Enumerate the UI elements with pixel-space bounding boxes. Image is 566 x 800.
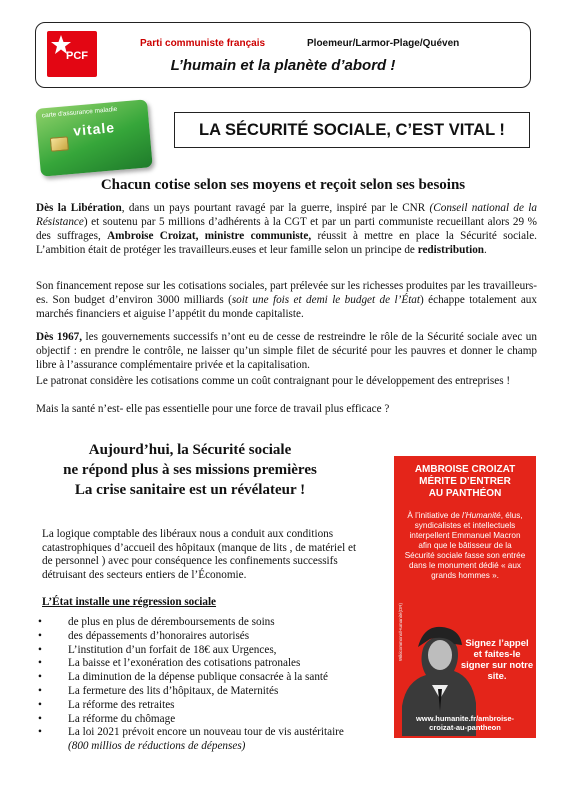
- list-note: (800 millios de réductions de dépenses): [68, 740, 246, 753]
- poster-call-to-action: Signez l’appel et faites-le signer sur notre site.: [460, 638, 534, 682]
- list-item: • La réforme des retraites: [38, 698, 175, 711]
- list-item: • de plus en plus de déremboursements de soins: [38, 616, 275, 628]
- vitale-card-image: [35, 99, 153, 177]
- poster-body: À l’initiative de l’Humanité, élus, syndicalistes et intellectuels interpellent Emmanuel Macron afin que le bâtisseur de la Sécurité sociale fasse son entrée dans le monument dédié « aux grands hommes ».: [404, 511, 526, 580]
- bullet-icon: •: [38, 698, 42, 711]
- croizat-name: Ambroise Croizat, ministre communiste,: [107, 230, 312, 242]
- list-item: • L’institution d’un forfait de 18€ aux Urgences,: [38, 643, 277, 656]
- bullet-icon: •: [38, 616, 42, 628]
- paragraph-1967: Dès 1967, les gouvernements successifs n’ont eu de cesse de restreindre le rôle de la Sécurité sociale avec un objectif : en prendre le contrôle, ne laisser qu’un simple filet de sécurité pour les pauvres et donner le champ libre à l’assurance complémentaire privée et la capitalisation.: [36, 331, 537, 371]
- list-item: • La fermeture des lits d’hôpitaux, de Maternités: [38, 684, 279, 697]
- card-top-label: carte d'assurance maladie: [41, 105, 118, 120]
- poster-url: www.humanite.fr/ambroise- croizat-au-pantheon: [415, 714, 515, 732]
- towns-label: Ploemeur/Larmor-Plage/Quéven: [307, 38, 460, 49]
- croizat-poster: [394, 456, 536, 738]
- bullet-icon: •: [38, 726, 42, 739]
- subtitle: Chacun cotise selon ses moyens et reçoit selon ses besoins: [100, 177, 466, 193]
- main-title: LA SÉCURITÉ SOCIALE, C’EST VITAL !: [174, 112, 530, 148]
- bullet-icon: •: [38, 671, 42, 684]
- poster-credit: Wikicommons/Humanité(DR): [398, 602, 403, 661]
- logo-text: PCF: [66, 50, 88, 62]
- paragraph-patronat: Le patronat considère les cotisations comme un coût contraignant pour le développement des entreprises !: [36, 375, 511, 387]
- header-box: [35, 22, 531, 88]
- paragraph-question: Mais la santé n’est- elle pas essentielle pour une force de travail plus efficace ?: [36, 403, 390, 415]
- list-heading: L’État installe une régression sociale: [42, 596, 217, 608]
- paragraph-financement: Son financement repose sur les cotisations sociales, part prélevée sur les richesses produites par les travailleurs-es. Son budget d’environ 3000 milliards (soit une fois et demi le budget de l’État) échappe totalement aux marchés financiers et aiguise l’appétit du monde capitaliste.: [36, 280, 537, 320]
- paragraph-liberation: Dès la Libération, dans un pays pourtant ravagé par la guerre, inspiré par le CNR (Conseil national de la Résistance) et soutenu par 5 millions d’adhérents à la CGT et par un parti communiste recueillant alors 29 % des suffrages, Ambroise Croizat, ministre communiste, réussit à mettre en place la Sécurité sociale. L’ambition était de protéger les travailleurs.euses et leur famille selon un principe de redistribution.: [36, 202, 537, 256]
- list-item: • La diminution de la dépense publique consacrée à la santé: [38, 671, 329, 684]
- list-item: • La réforme du chômage: [38, 712, 176, 725]
- bullet-icon: •: [38, 657, 42, 670]
- list-item: • La loi 2021 prévoit encore un nouveau tour de vis austéritaire: [38, 726, 344, 739]
- bullet-icon: •: [38, 712, 42, 725]
- crisis-paragraph: La logique comptable des libéraux nous a conduit aux conditions catastrophiques d’accueil des hôpitaux (manque de lits , de matériel et de personnel ) avec pour conséquence les confinements successifs détruisant des secteurs entiers de l’Économie.: [42, 528, 357, 581]
- chip-icon: [50, 136, 69, 152]
- poster-title: AMBROISE CROIZAT MÉRITE D’ENTRER AU PANTHÉON: [414, 464, 516, 499]
- bullet-icon: •: [38, 629, 42, 642]
- lead-liberation: Dès la Libération: [36, 202, 122, 214]
- lead-1967: Dès 1967,: [36, 331, 83, 343]
- regression-list: [38, 616, 368, 754]
- party-name: Parti communiste français: [140, 38, 266, 49]
- list-item: • La baisse et l’exonération des cotisations patronales: [38, 657, 301, 670]
- section-heading: Aujourd’hui, la Sécurité sociale ne répond plus à ses missions premières La crise sanitaire est un révélateur !: [63, 442, 317, 498]
- bullet-icon: •: [38, 684, 42, 697]
- bullet-icon: •: [38, 643, 42, 656]
- list-item: • des dépassements d’honoraires autorisés: [38, 629, 250, 642]
- card-brand: vitale: [72, 119, 116, 139]
- slogan: L’humain et la planète d’abord !: [170, 57, 396, 74]
